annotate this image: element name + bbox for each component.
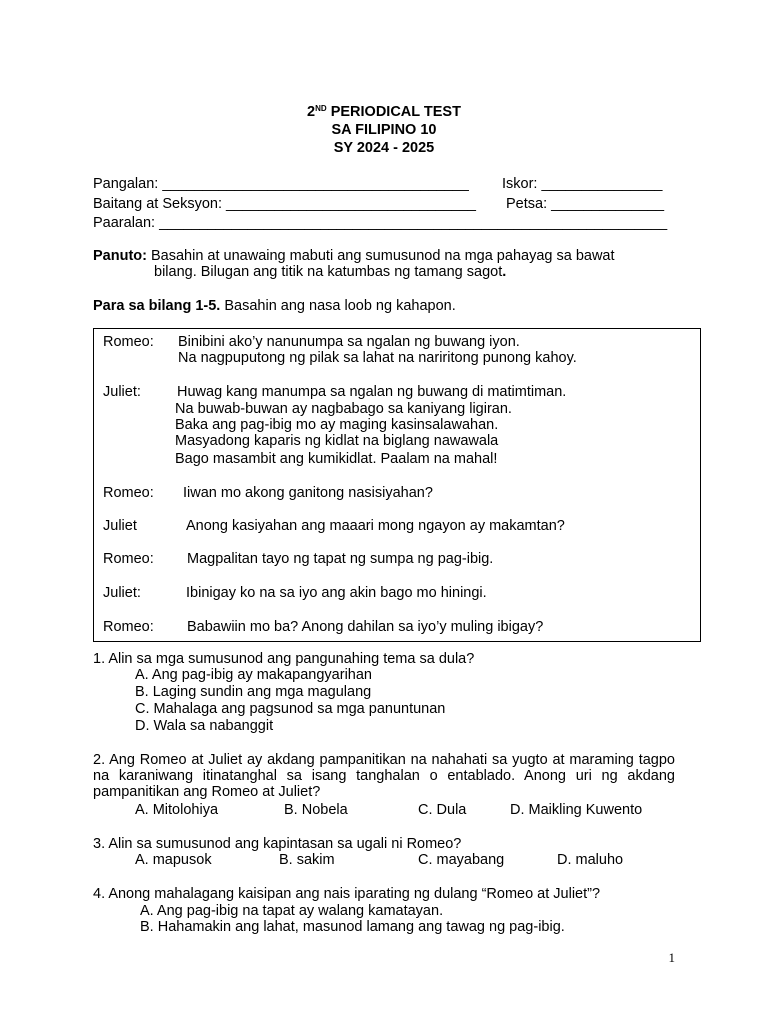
choice-1d[interactable]: D. Wala sa nabanggit bbox=[135, 718, 274, 734]
choice-4b[interactable]: B. Hahamakin ang lahat, masunod lamang ang tawag ng pag-ibig. bbox=[140, 919, 565, 935]
dialogue-line: Huwag kang manumpa sa ngalan ng buwang di matimtiman. bbox=[177, 384, 567, 400]
dialogue-line: Magpalitan tayo ng tapat ng sumpa ng pag-ibig. bbox=[187, 551, 494, 567]
choice-3a[interactable]: A. mapusok bbox=[135, 852, 212, 868]
question-4: 4. Anong mahalagang kaisipan ang nais iparating ng dulang “Romeo at Juliet”? bbox=[93, 886, 601, 902]
instructions-line1: Basahin at unawaing mabuti ang sumusunod na mga pahayag sa bawat bbox=[146, 248, 615, 264]
dialogue-box bbox=[93, 328, 701, 642]
dialogue-line: Babawiin mo ba? Anong dahilan sa iyo’y muling ibigay? bbox=[187, 619, 544, 635]
dialogue-line: Masyadong kaparis ng kidlat na biglang nawawala bbox=[175, 433, 499, 449]
school-year: SY 2024 - 2025 bbox=[333, 140, 435, 156]
instructions-period: . bbox=[502, 264, 507, 280]
test-subject: SA FILIPINO 10 bbox=[331, 122, 437, 138]
grade-date-row bbox=[93, 196, 675, 213]
choice-4a[interactable]: A. Ang pag-ibig na tapat ay walang kamatayan. bbox=[140, 903, 444, 919]
speaker: Romeo: bbox=[103, 334, 154, 350]
name-score-row bbox=[93, 176, 675, 193]
choice-2d[interactable]: D. Maikling Kuwento bbox=[510, 802, 643, 818]
choice-1c[interactable]: C. Mahalaga ang pagsunod sa mga panuntunan bbox=[135, 701, 446, 717]
speaker: Juliet bbox=[103, 518, 137, 534]
instructions-label: Panuto: bbox=[93, 248, 147, 264]
title-text: PERIODICAL TEST bbox=[326, 104, 461, 120]
test-title bbox=[0, 104, 768, 120]
choice-2c[interactable]: C. Dula bbox=[418, 802, 467, 818]
speaker: Romeo: bbox=[103, 485, 154, 501]
choice-3c[interactable]: C. mayabang bbox=[418, 852, 505, 868]
page-number: 1 bbox=[668, 950, 675, 965]
instructions bbox=[93, 248, 615, 264]
dialogue-line: Na nagpuputong ng pilak sa lahat na nariritong punong kahoy. bbox=[178, 350, 577, 366]
speaker: Juliet: bbox=[103, 585, 141, 601]
date-field[interactable]: Petsa: ______________ bbox=[506, 196, 665, 212]
instructions-continued bbox=[154, 264, 506, 280]
question-2: 2. Ang Romeo at Juliet ay akdang pampanitikan na nahahati sa yugto at maraming tagpo na karaniwang itinatanghal sa isang tanghalan o entablado. Anong uri ng akdang pampanitikan ang Romeo at Juliet? bbox=[93, 752, 675, 800]
name-field[interactable]: Pangalan: ______________________________________ bbox=[93, 176, 469, 192]
section-text: Basahin ang nasa loob ng kahapon. bbox=[220, 298, 456, 314]
dialogue-line: Na buwab-buwan ay nagbabago sa kaniyang ligiran. bbox=[175, 401, 512, 417]
dialogue-line: Binibini ako’y nanunumpa sa ngalan ng buwang iyon. bbox=[178, 334, 520, 350]
title-ordinal: ND bbox=[315, 104, 327, 113]
score-field[interactable]: Iskor: _______________ bbox=[502, 176, 663, 192]
speaker: Romeo: bbox=[103, 619, 154, 635]
choice-1a[interactable]: A. Ang pag-ibig ay makapangyarihan bbox=[135, 667, 372, 683]
speaker: Juliet: bbox=[103, 384, 141, 400]
dialogue-line: Ibinigay ko na sa iyo ang akin bago mo hiningi. bbox=[186, 585, 487, 601]
choice-3d[interactable]: D. maluho bbox=[557, 852, 624, 868]
question-3: 3. Alin sa sumusunod ang kapintasan sa ugali ni Romeo? bbox=[93, 836, 462, 852]
school-field[interactable]: Paaralan: _______________________________________________________________ bbox=[93, 215, 668, 231]
grade-section-field[interactable]: Baitang at Seksyon: _______________________________ bbox=[93, 196, 476, 212]
dialogue-line: Baka ang pag-ibig mo ay maging kasinsalawahan. bbox=[175, 417, 499, 433]
dialogue-line: Anong kasiyahan ang maaari mong ngayon ay makamtan? bbox=[186, 518, 565, 534]
choice-1b[interactable]: B. Laging sundin ang mga magulang bbox=[135, 684, 372, 700]
section-intro bbox=[93, 298, 456, 314]
choice-3b[interactable]: B. sakim bbox=[279, 852, 335, 868]
choice-2b[interactable]: B. Nobela bbox=[284, 802, 348, 818]
title-number: 2 bbox=[307, 104, 316, 120]
dialogue-line: Bago masambit ang kumikidlat. Paalam na mahal! bbox=[175, 451, 498, 467]
speaker: Romeo: bbox=[103, 551, 154, 567]
school-row bbox=[93, 215, 675, 232]
choice-2a[interactable]: A. Mitolohiya bbox=[135, 802, 219, 818]
section-label: Para sa bilang 1-5. bbox=[93, 298, 221, 314]
dialogue-line: Iiwan mo akong ganitong nasisiyahan? bbox=[183, 485, 433, 501]
question-1: 1. Alin sa mga sumusunod ang pangunahing tema sa dula? bbox=[93, 651, 475, 667]
instructions-line2: bilang. Bilugan ang titik na katumbas ng tamang sagot bbox=[154, 264, 503, 280]
